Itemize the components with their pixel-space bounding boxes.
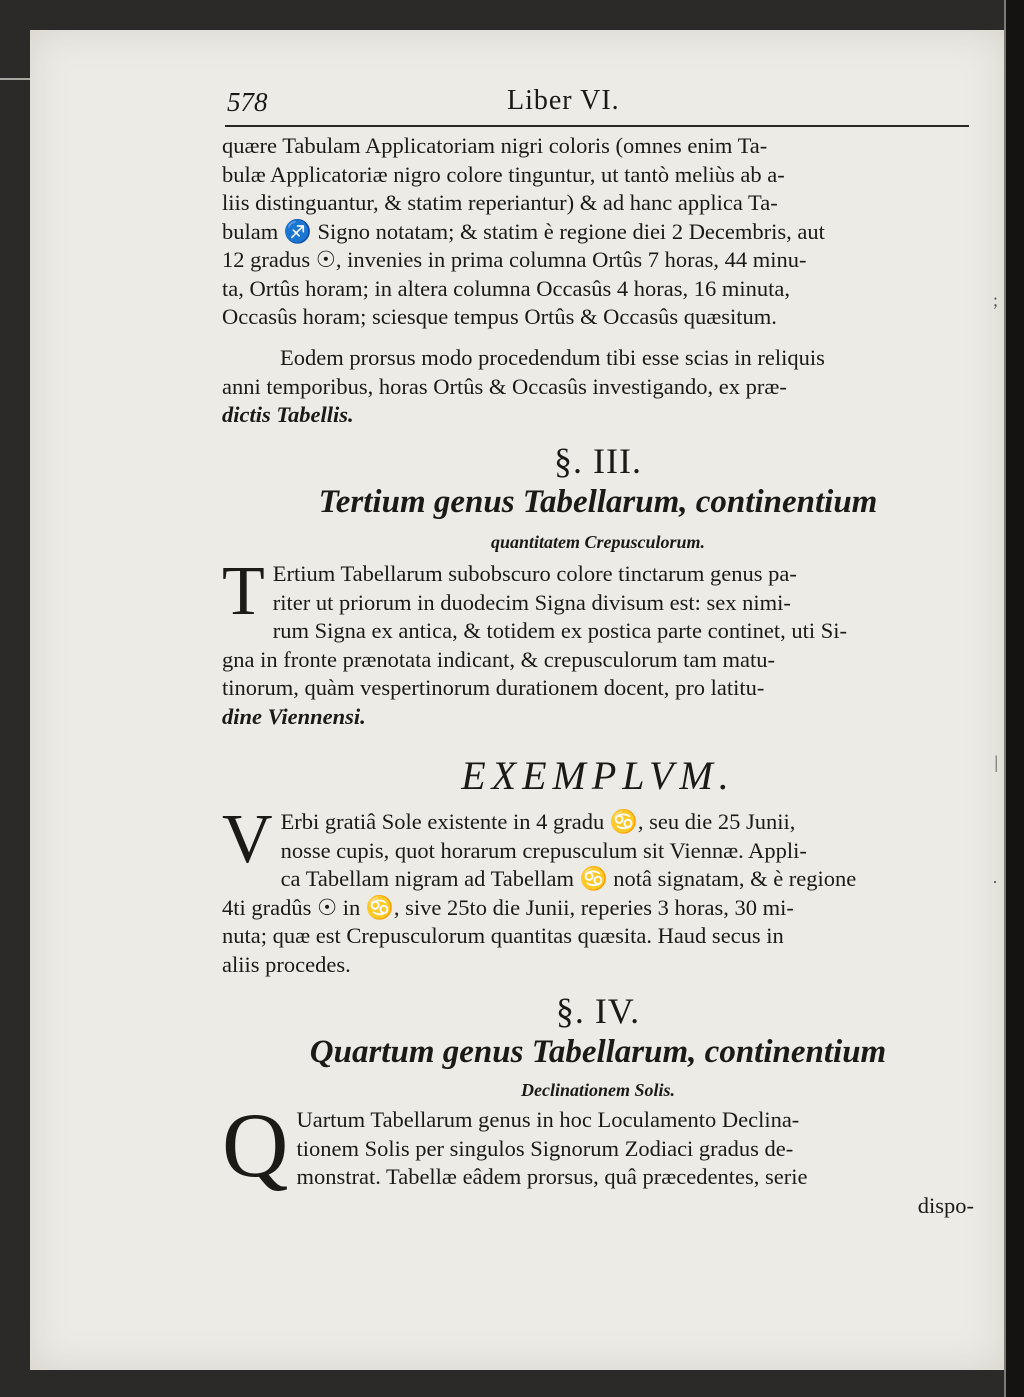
margin-mark: ;: [992, 290, 998, 310]
section-mark-4: §. IV.: [555, 991, 641, 1031]
paragraph-3: [222, 553, 974, 731]
text-line: ta, Ortûs horam; in altera columna Occasûs 4 horas, 16 minuta,: [222, 275, 790, 301]
text-line: nuta; quæ est Crepusculorum quantitas quæsita. Haud secus in: [222, 923, 784, 948]
running-head: Liber VI.: [507, 85, 620, 116]
text-line: anni temporibus, horas Ortûs & Occasûs investigando, ex præ-: [222, 373, 787, 399]
margin-mark: |: [994, 752, 998, 772]
text-line: rum Signa ex antica, & totidem ex postica parte continet, uti Si-: [272, 618, 847, 643]
text-line: bulæ Applicatoriæ nigro colore tinguntur, ut tantò meliùs ab a-: [222, 161, 785, 187]
text-line: liis distinguantur, & statim reperiantur) & ad hanc applica Ta-: [222, 190, 778, 215]
text-line: monstrat. Tabellæ eâdem prorsus, quâ præcedentes, serie: [296, 1164, 808, 1189]
section-title-4: Quartum genus Tabellarum, continentium: [309, 1034, 887, 1070]
text-line: tionem Solis per singulos Signorum Zodiaci gradus de-: [296, 1135, 794, 1161]
section-subtitle-4: Declinationem Solis.: [520, 1080, 675, 1100]
text-line: aliis procedes.: [222, 951, 351, 977]
paragraph-2: [222, 344, 974, 430]
text-line: 12 gradus ☉, invenies in prima columna Ortûs 7 horas, 44 minu-: [222, 247, 807, 272]
catchword: dispo-: [917, 1192, 974, 1218]
paragraph-4: [222, 801, 974, 979]
text-line: quære Tabulam Applicatoriam nigri coloris (omnes enim Ta-: [222, 133, 768, 158]
margin-mark: ·: [992, 872, 998, 892]
paragraph-1: [222, 132, 974, 332]
text-line: Occasûs horam; sciesque tempus Ortûs & Occasûs quæsitum.: [222, 304, 777, 329]
text-line: dictis Tabellis.: [222, 402, 354, 427]
text-line: Eodem prorsus modo procedendum tibi esse scias in reliquis: [280, 345, 825, 370]
text-line: gna in fronte prænotata indicant, & crepusculorum tam matu-: [222, 646, 775, 672]
drop-cap: V: [222, 801, 273, 878]
page-edge: [1004, 0, 1024, 1397]
drop-cap: Q: [222, 1094, 289, 1196]
paragraph-5: [222, 1094, 974, 1220]
header-rule: [225, 125, 969, 127]
text-line: Erbi gratiâ Sole existente in 4 gradu ♋, seu die 25 Junii,: [280, 809, 796, 834]
text-line: bulam ♐ Signo notatam; & statim è regione diei 2 Decembris, aut: [222, 218, 825, 244]
text-line: Uartum Tabellarum genus in hoc Loculamento Declina-: [296, 1107, 800, 1132]
section-subtitle-3: quantitatem Crepusculorum.: [490, 532, 706, 552]
section-mark-3: §. III.: [554, 441, 642, 481]
section-title-3: Tertium genus Tabellarum, continentium: [318, 484, 878, 520]
example-heading: EXEMPLVM.: [461, 753, 735, 798]
text-line: 4ti gradûs ☉ in ♋, sive 25to die Junii, reperies 3 horas, 30 mi-: [222, 894, 794, 920]
scan-mark: [0, 78, 30, 80]
page-header: [197, 85, 967, 129]
text-line: dine Viennensi.: [222, 703, 366, 729]
drop-cap: T: [222, 553, 265, 630]
text-line: nosse cupis, quot horarum crepusculum sit Viennæ. Appli-: [280, 837, 807, 863]
text-line: ca Tabellam nigram ad Tabellam ♋ notâ signatam, & è regione: [280, 866, 857, 891]
text-line: Ertium Tabellarum subobscuro colore tinctarum genus pa-: [272, 561, 797, 586]
page-number: 578: [227, 87, 268, 117]
text-line: riter ut priorum in duodecim Signa divisum est: sex nimi-: [272, 589, 791, 615]
text-line: tinorum, quàm vespertinorum durationem docent, pro latitu-: [222, 675, 765, 700]
